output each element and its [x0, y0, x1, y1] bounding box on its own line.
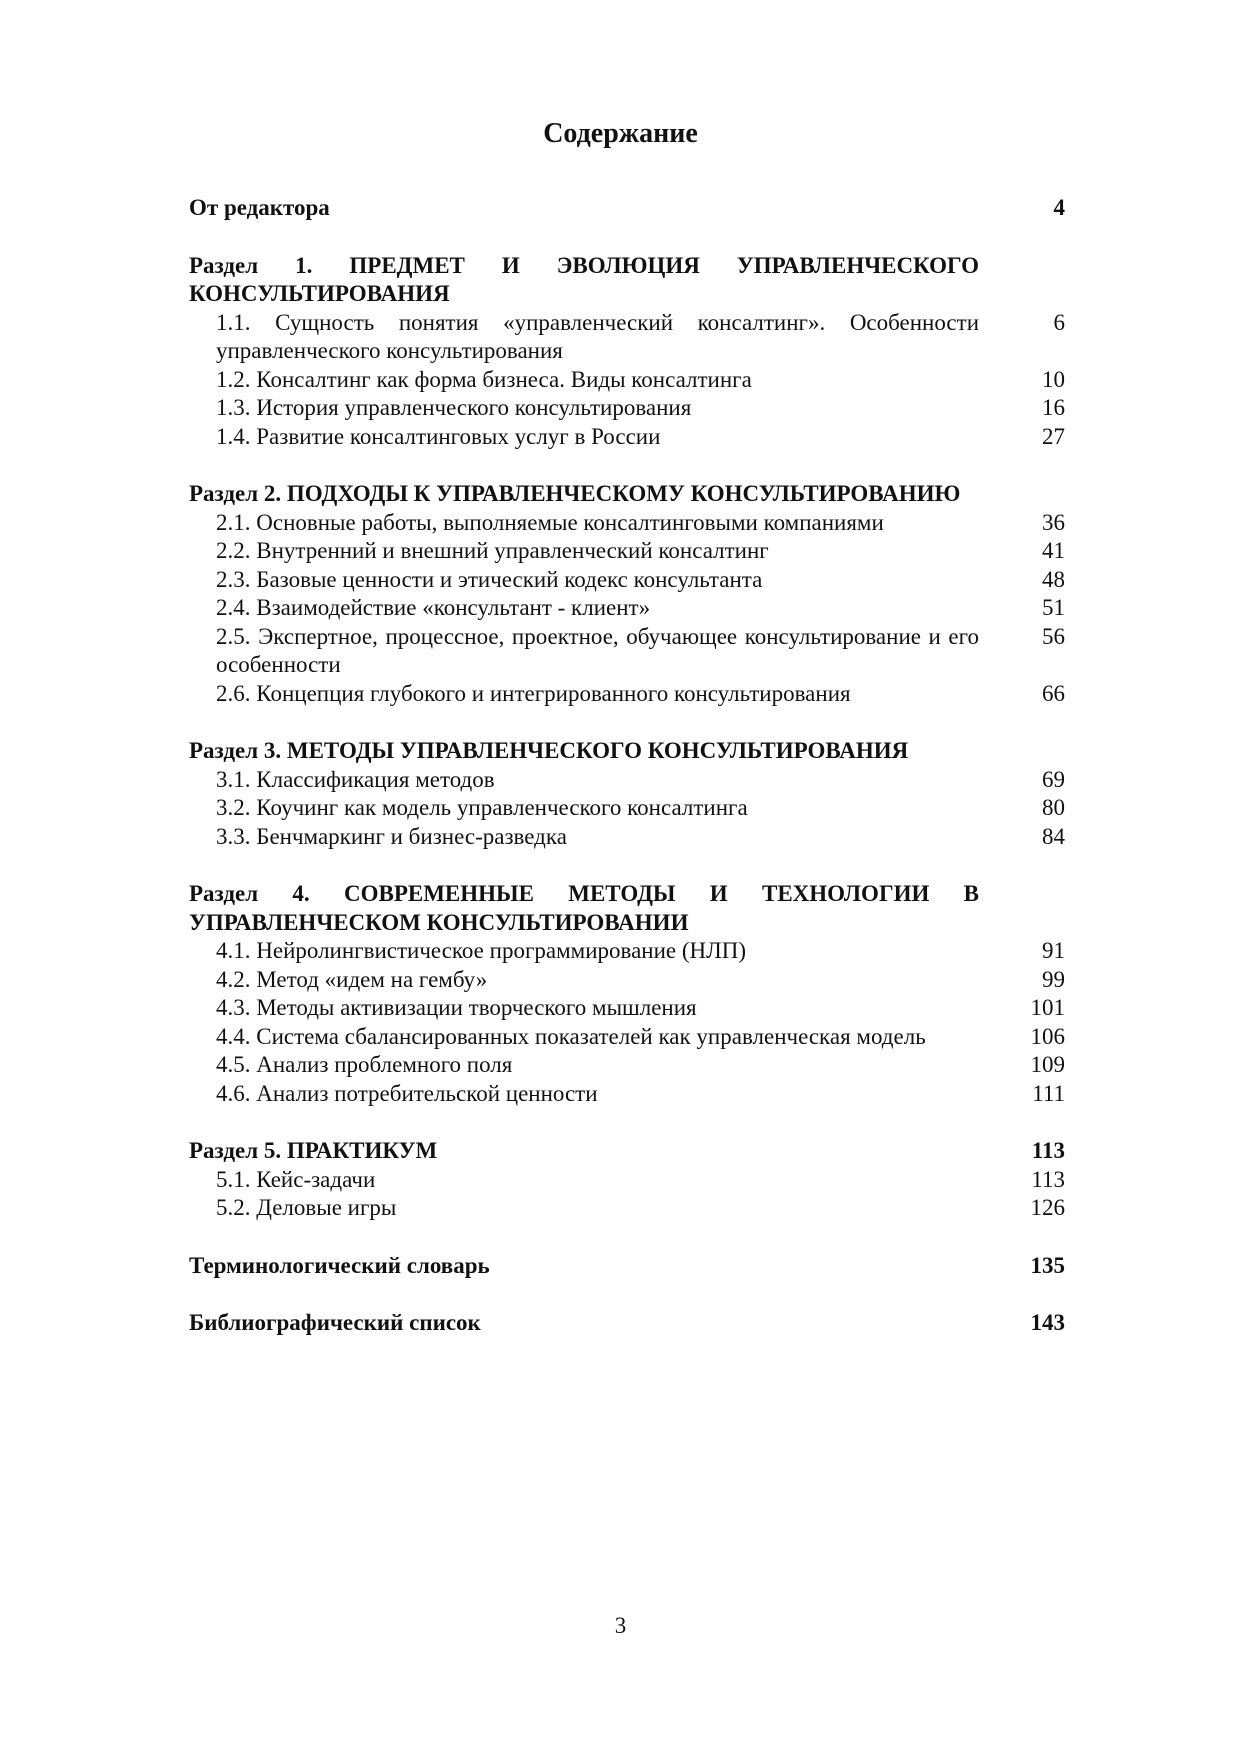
toc-entry-1-4[interactable]	[189, 423, 1065, 452]
toc-section-4[interactable]	[189, 880, 1065, 937]
toc-entry-4-4[interactable]	[189, 1023, 1065, 1052]
toc-entry-title: 1.2. Консалтинг как форма бизнеса. Виды консалтинга	[216, 366, 752, 392]
toc-entry-page: 10	[1042, 366, 1065, 392]
toc-entry-title: 2.3. Базовые ценности и этический кодекс консультанта	[216, 566, 763, 592]
toc-entry-title: 3.3. Бенчмаркинг и бизнес-разведка	[216, 823, 567, 849]
toc-section-3[interactable]	[189, 737, 1065, 766]
toc-entry-4-1[interactable]	[189, 937, 1065, 966]
toc-section-5[interactable]	[189, 1137, 1065, 1166]
toc-entry-page: 4	[1053, 195, 1065, 220]
toc-entry-title: 2.1. Основные работы, выполняемые консалтинговыми компаниями	[216, 509, 884, 535]
toc-entry-4-5[interactable]	[189, 1051, 1065, 1080]
toc-entry-page: 126	[1030, 1195, 1065, 1220]
toc-entry-title: 4.2. Метод «идем на гембу»	[216, 966, 488, 992]
toc-entry-3-2[interactable]	[189, 794, 1065, 823]
toc-entry-editor[interactable]	[189, 194, 1065, 223]
toc-entry-5-2[interactable]	[189, 1194, 1065, 1223]
toc-section-title: Раздел 5. ПРАКТИКУМ	[189, 1138, 438, 1163]
toc-entry-page: 135	[1030, 1252, 1065, 1278]
toc-entry-title: 2.6. Концепция глубокого и интегрированного консультирования	[216, 680, 851, 706]
toc-entry-title: 5.2. Деловые игры	[216, 1195, 397, 1220]
toc-entry-page: 36	[1042, 509, 1065, 535]
page-title: Содержание	[543, 118, 698, 149]
toc-entry-3-1[interactable]	[189, 766, 1065, 795]
toc-entry-2-2[interactable]	[189, 537, 1065, 566]
toc-section-1[interactable]	[189, 252, 1065, 309]
toc-entry-title: 5.1. Кейс-задачи	[216, 1166, 376, 1192]
toc-entry-page: 101	[1030, 995, 1065, 1020]
toc-entry-2-6[interactable]	[189, 680, 1065, 709]
toc-entry-1-2[interactable]	[189, 366, 1065, 395]
toc-entry-2-4[interactable]	[189, 594, 1065, 623]
toc-entry-2-1[interactable]	[189, 509, 1065, 538]
toc-entry-page: 113	[1031, 1138, 1065, 1163]
toc-section-title: Раздел 3. МЕТОДЫ УПРАВЛЕНЧЕСКОГО КОНСУЛЬТИРОВАНИЯ	[189, 738, 909, 763]
toc-entry-page: 84	[1042, 823, 1065, 849]
toc-section-title: Раздел 2. ПОДХОДЫ К УПРАВЛЕНЧЕСКОМУ КОНСУЛЬТИРОВАНИЮ	[189, 481, 961, 506]
toc-entry-1-1[interactable]	[189, 309, 1065, 366]
toc-entry-title: 4.4. Система сбалансированных показателей как управленческая модель	[216, 1023, 926, 1049]
toc-entry-4-6[interactable]	[189, 1080, 1065, 1109]
toc-entry-2-5[interactable]	[189, 623, 1065, 680]
toc-entry-title: 4.3. Методы активизации творческого мышления	[216, 995, 697, 1020]
toc-entry-title: 3.1. Классификация методов	[216, 766, 495, 792]
toc-entry-2-3[interactable]	[189, 566, 1065, 595]
toc-entry-title: 1.4. Развитие консалтинговых услуг в России	[216, 423, 661, 449]
toc-entry-4-3[interactable]	[189, 994, 1065, 1023]
toc-entry-page: 99	[1042, 966, 1065, 992]
toc-entry-title: 1.3. История управленческого консультирования	[216, 395, 692, 420]
toc-entry-title: От редактора	[189, 195, 330, 220]
toc-entry-title: 4.5. Анализ проблемного поля	[216, 1052, 513, 1077]
toc-entry-4-2[interactable]	[189, 966, 1065, 995]
toc-entry-5-1[interactable]	[189, 1166, 1065, 1195]
toc-entry-page: 80	[1042, 795, 1065, 820]
toc-entry-3-3[interactable]	[189, 823, 1065, 852]
toc-entry-page: 109	[1030, 1052, 1065, 1077]
toc-entry-title: 4.6. Анализ потребительской ценности	[216, 1080, 598, 1106]
toc-entry-page: 41	[1042, 538, 1065, 563]
toc-entry-page: 111	[1032, 1080, 1065, 1106]
toc-entry-page: 48	[1042, 566, 1065, 592]
toc-entry-title: 1.1. Сущность понятия «управленческий консалтинг». Особенности управленческого консультирования	[216, 309, 979, 363]
toc-entry-title: Библиографический список	[189, 1310, 481, 1335]
toc-entry-page: 56	[1042, 623, 1065, 649]
toc-entry-page: 16	[1042, 395, 1065, 420]
toc-entry-page: 106	[1030, 1023, 1065, 1049]
toc-entry-page: 6	[1053, 309, 1065, 335]
toc-entry-page: 113	[1031, 1166, 1065, 1192]
toc-entry-page: 51	[1042, 595, 1065, 620]
toc-entry-page: 69	[1042, 766, 1065, 792]
toc-entry-glossary[interactable]	[189, 1252, 1065, 1281]
toc-entry-title: Терминологический словарь	[189, 1252, 490, 1278]
toc-section-title: Раздел 4. СОВРЕМЕННЫЕ МЕТОДЫ И ТЕХНОЛОГИИ В УПРАВЛЕНЧЕСКОМ КОНСУЛЬТИРОВАНИИ	[189, 881, 979, 935]
toc-entry-page: 66	[1042, 680, 1065, 706]
page-number: 3	[614, 1613, 627, 1638]
toc-entry-page: 143	[1030, 1310, 1065, 1335]
toc-entry-page: 27	[1042, 423, 1065, 449]
toc-entry-title: 2.5. Экспертное, процессное, проектное, обучающее консультирование и его особенности	[216, 623, 979, 677]
table-of-contents	[189, 194, 1065, 1338]
toc-entry-bibliography[interactable]	[189, 1309, 1065, 1338]
toc-section-title: Раздел 1. ПРЕДМЕТ И ЭВОЛЮЦИЯ УПРАВЛЕНЧЕСКОГО КОНСУЛЬТИРОВАНИЯ	[189, 252, 979, 306]
toc-entry-title: 2.4. Взаимодействие «консультант - клиент»	[216, 595, 651, 620]
toc-entry-title: 2.2. Внутренний и внешний управленческий консалтинг	[216, 538, 769, 563]
toc-entry-title: 4.1. Нейролингвистическое программирование (НЛП)	[216, 938, 746, 963]
toc-entry-title: 3.2. Коучинг как модель управленческого консалтинга	[216, 795, 748, 820]
toc-entry-1-3[interactable]	[189, 394, 1065, 423]
toc-entry-page: 91	[1042, 938, 1065, 963]
toc-section-2[interactable]	[189, 480, 1065, 509]
